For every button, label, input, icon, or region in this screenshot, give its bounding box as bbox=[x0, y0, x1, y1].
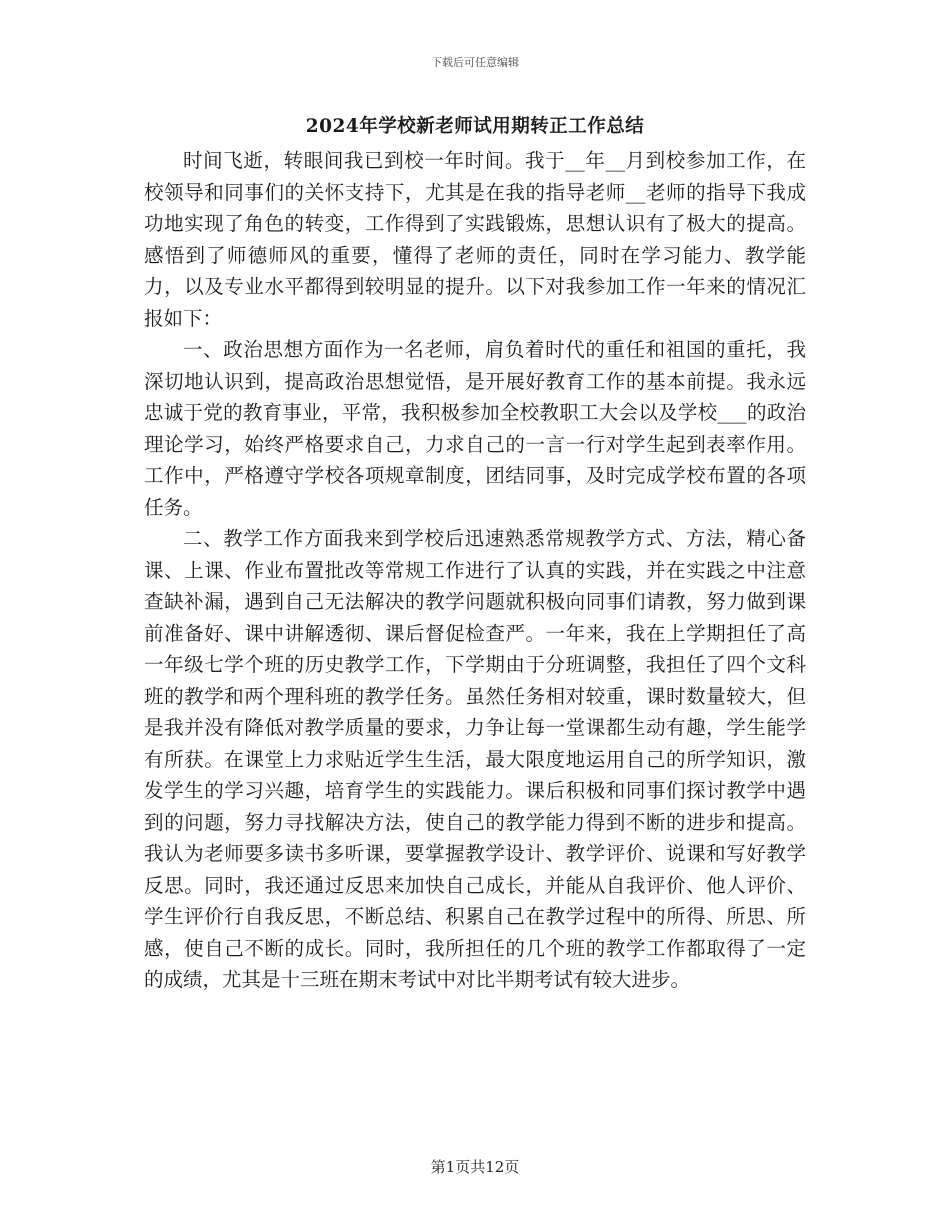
page-number: 第1页共12页 bbox=[430, 1158, 520, 1176]
header-note: 下载后可任意编辑 bbox=[431, 56, 519, 69]
document-title: 2024年学校新老师试用期转正工作总结 bbox=[305, 116, 645, 137]
paragraph-political: 一、政治思想方面作为一名老师，肩负着时代的重任和祖国的重托，我深切地认识到，提高政治思想觉悟，是开展好教育工作的基本前提。我永远忠诚于党的教育事业，平常，我积极参加全校教职工大会以及学校___的政治理论学习，始终严格要求自己，力求自己的一言一行对学生起到表率作用。工作中，严格遵守学校各项规章制度，团结同事，及时完成学校布置的各项任务。 bbox=[144, 338, 806, 519]
paragraph-intro: 时间飞逝，转眼间我已到校一年时间。我于__年__月到校参加工作，在校领导和同事们的关怀支持下，尤其是在我的指导老师__老师的指导下我成功地实现了角色的转变，工作得到了实践锻炼，思想认识有了极大的提高。感悟到了师德师风的重要，懂得了老师的责任，同时在学习能力、教学能力，以及专业水平都得到较明显的提升。以下对我参加工作一年来的情况汇报如下： bbox=[144, 149, 806, 330]
paragraph-teaching: 二、教学工作方面我来到学校后迅速熟悉常规教学方式、方法，精心备课、上课、作业布置批改等常规工作进行了认真的实践，并在实践之中注意查缺补漏，遇到自己无法解决的教学问题就积极向同事们请教，努力做到课前准备好、课中讲解透彻、课后督促检查严。一年来，我在上学期担任了高一年级七学个班的历史教学工作，下学期由于分班调整，我担任了四个文科班的教学和两个理科班的教学任务。虽然任务相对较重，课时数量较大，但是我并没有降低对教学质量的要求，力争让每一堂课都生动有趣，学生能学有所获。在课堂上力求贴近学生生活，最大限度地运用自己的所学知识，激发学生的学习兴趣，培育学生的实践能力。课后积极和同事们探讨教学中遇到的问题，努力寻找解决方法，使自己的教学能力得到不断的进步和提高。我认为老师要多读书多听课，要掌握教学设计、教学评价、说课和写好教学反思。同时，我还通过反思来加快自己成长，并能从自我评价、他人评价、学生评价行自我反思，不断总结、积累自己在教学过程中的所得、所思、所感，使自己不断的成长。同时，我所担任的几个班的教学工作都取得了一定的成绩，尤其是十三班在期末考试中对比半期考试有较大进步。 bbox=[144, 527, 806, 991]
document-body bbox=[144, 145, 806, 996]
